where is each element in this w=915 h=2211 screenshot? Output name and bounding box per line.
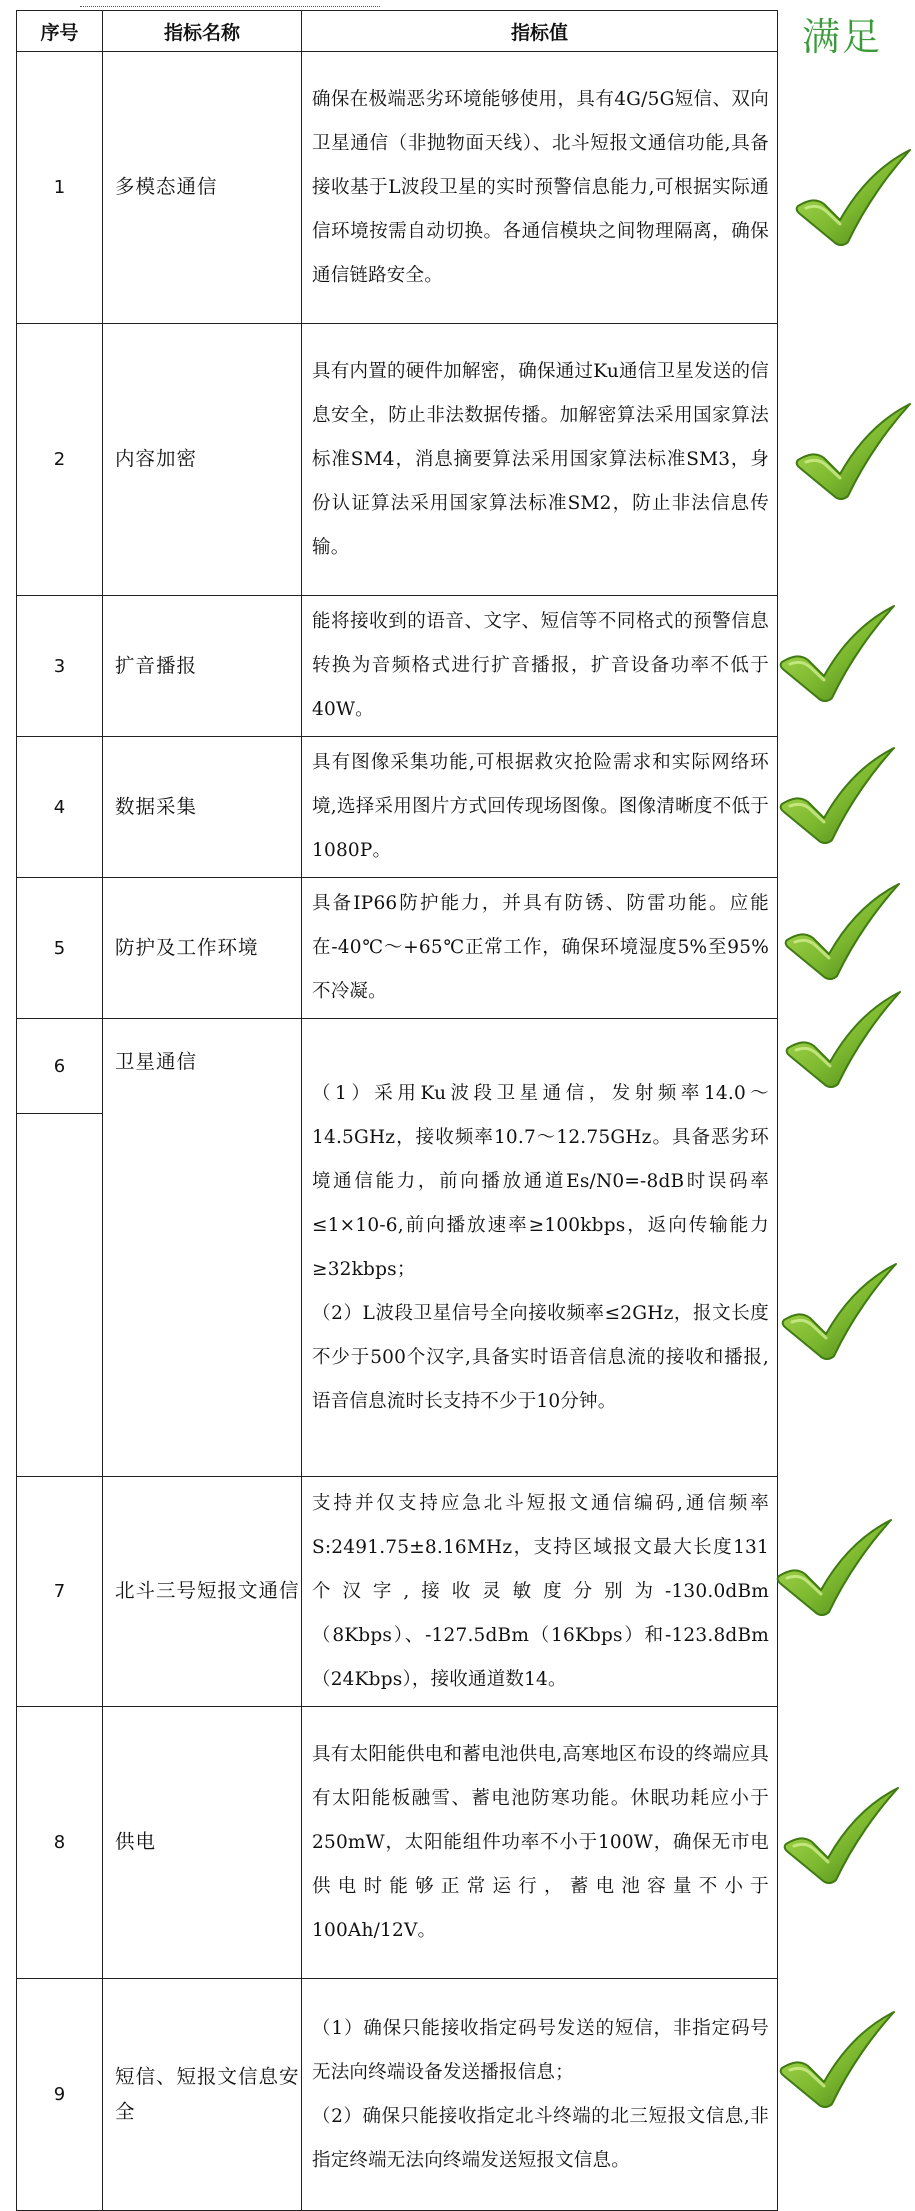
row-index-cell bbox=[17, 1019, 103, 1477]
row-value-part-2: （2）确保只能接收指定北斗终端的北三短报文信息,非指定终端无法向终端发送短报文信息。 bbox=[312, 2105, 769, 2171]
row-value bbox=[302, 1019, 778, 1477]
row-value: 具有太阳能供电和蓄电池供电,高寒地区布设的终端应具有太阳能板融雪、蓄电池防寒功能。休眠功耗应小于250mW，太阳能组件功率不小于100W，确保无市电供电时能够正常运行，蓄电池容量不小于100Ah/12V。 bbox=[302, 1707, 778, 1979]
row-index: 2 bbox=[17, 324, 103, 596]
row-index: 3 bbox=[17, 596, 103, 737]
green-checkmark-icon bbox=[794, 148, 914, 248]
spec-table bbox=[16, 10, 778, 2211]
green-checkmark-icon bbox=[794, 402, 914, 502]
row-name: 数据采集 bbox=[103, 737, 302, 878]
table-row bbox=[17, 878, 778, 1019]
green-checkmark-icon bbox=[778, 604, 898, 704]
row-name: 北斗三号短报文通信 bbox=[103, 1477, 302, 1707]
row-name: 卫星通信 bbox=[103, 1019, 302, 1477]
table-row bbox=[17, 52, 778, 324]
table-row bbox=[17, 737, 778, 878]
row-value: 能将接收到的语音、文字、短信等不同格式的预警信息转换为音频格式进行扩音播报，扩音设备功率不低于40W。 bbox=[302, 596, 778, 737]
row-value-part-2: （2）L波段卫星信号全向接收频率≤2GHz，报文长度不少于500个汉字,具备实时语音信息流的接收和播报,语音信息流时长支持不少于10分钟。 bbox=[312, 1302, 769, 1412]
row-value: 具有内置的硬件加解密，确保通过Ku通信卫星发送的信息安全，防止非法数据传播。加解密算法采用国家算法标准SM4，消息摘要算法采用国家算法标准SM3，身份认证算法采用国家算法标准SM2，防止非法信息传输。 bbox=[302, 324, 778, 596]
table-row bbox=[17, 1019, 778, 1477]
row-name: 扩音播报 bbox=[103, 596, 302, 737]
table-row bbox=[17, 1707, 778, 1979]
row-value bbox=[302, 1979, 778, 2211]
table-row bbox=[17, 1477, 778, 1707]
green-checkmark-icon bbox=[778, 746, 898, 846]
row-index: 7 bbox=[17, 1477, 103, 1707]
row-value: 支持并仅支持应急北斗短报文通信编码,通信频率S:2491.75±8.16MHz，支持区域报文最大长度131个汉字,接收灵敏度分别为-130.0dBm（8Kbps）、-127.5dBm（16Kbps）和-123.8dBm（24Kbps），接收通道数14。 bbox=[302, 1477, 778, 1707]
green-checkmark-icon bbox=[784, 990, 904, 1090]
header-name: 指标名称 bbox=[103, 11, 302, 52]
table-row bbox=[17, 324, 778, 596]
row-index: 8 bbox=[17, 1707, 103, 1979]
header-index: 序号 bbox=[17, 11, 103, 52]
row-index: 9 bbox=[17, 1979, 103, 2211]
row-value-part-1: （1）确保只能接收指定码号发送的短信，非指定码号无法向终端设备发送播报信息； bbox=[312, 2017, 769, 2083]
row-name: 多模态通信 bbox=[103, 52, 302, 324]
row-index: 4 bbox=[17, 737, 103, 878]
green-checkmark-icon bbox=[783, 882, 903, 982]
row-name: 供电 bbox=[103, 1707, 302, 1979]
table-row bbox=[17, 596, 778, 737]
header-value: 指标值 bbox=[302, 11, 778, 52]
green-checkmark-icon bbox=[780, 1262, 900, 1362]
table-row bbox=[17, 1979, 778, 2211]
satisfied-label: 满足 bbox=[802, 15, 883, 59]
row-value: 确保在极端恶劣环境能够使用，具有4G/5G短信、双向卫星通信（非抛物面天线）、北斗短报文通信功能,具备接收基于L波段卫星的实时预警信息能力,可根据实际通信环境按需自动切换。各通信模块之间物理隔离，确保通信链路安全。 bbox=[302, 52, 778, 324]
row-name: 短信、短报文信息安全 bbox=[103, 1979, 302, 2211]
row-index: 6 bbox=[17, 1019, 102, 1114]
top-divider bbox=[80, 0, 380, 7]
green-checkmark-icon bbox=[782, 1786, 902, 1886]
row-index: 1 bbox=[17, 52, 103, 324]
table-header-row bbox=[17, 11, 778, 52]
row-value: 具备IP66防护能力，并具有防锈、防雷功能。应能在-40℃～+65℃正常工作，确保环境湿度5%至95%不冷凝。 bbox=[302, 878, 778, 1019]
row-value-part-1: （1）采用Ku波段卫星通信，发射频率14.0～14.5GHz，接收频率10.7～12.75GHz。具备恶劣环境通信能力，前向播放通道Es/N0=-8dB时误码率≤1×10-6,前向播放速率≥100kbps，返向传输能力≥32kbps； bbox=[312, 1082, 769, 1280]
green-checkmark-icon bbox=[778, 2010, 898, 2110]
row-name: 防护及工作环境 bbox=[103, 878, 302, 1019]
green-checkmark-icon bbox=[775, 1518, 895, 1618]
row-index: 5 bbox=[17, 878, 103, 1019]
row-value: 具有图像采集功能,可根据救灾抢险需求和实际网络环境,选择采用图片方式回传现场图像。图像清晰度不低于1080P。 bbox=[302, 737, 778, 878]
row-name: 内容加密 bbox=[103, 324, 302, 596]
